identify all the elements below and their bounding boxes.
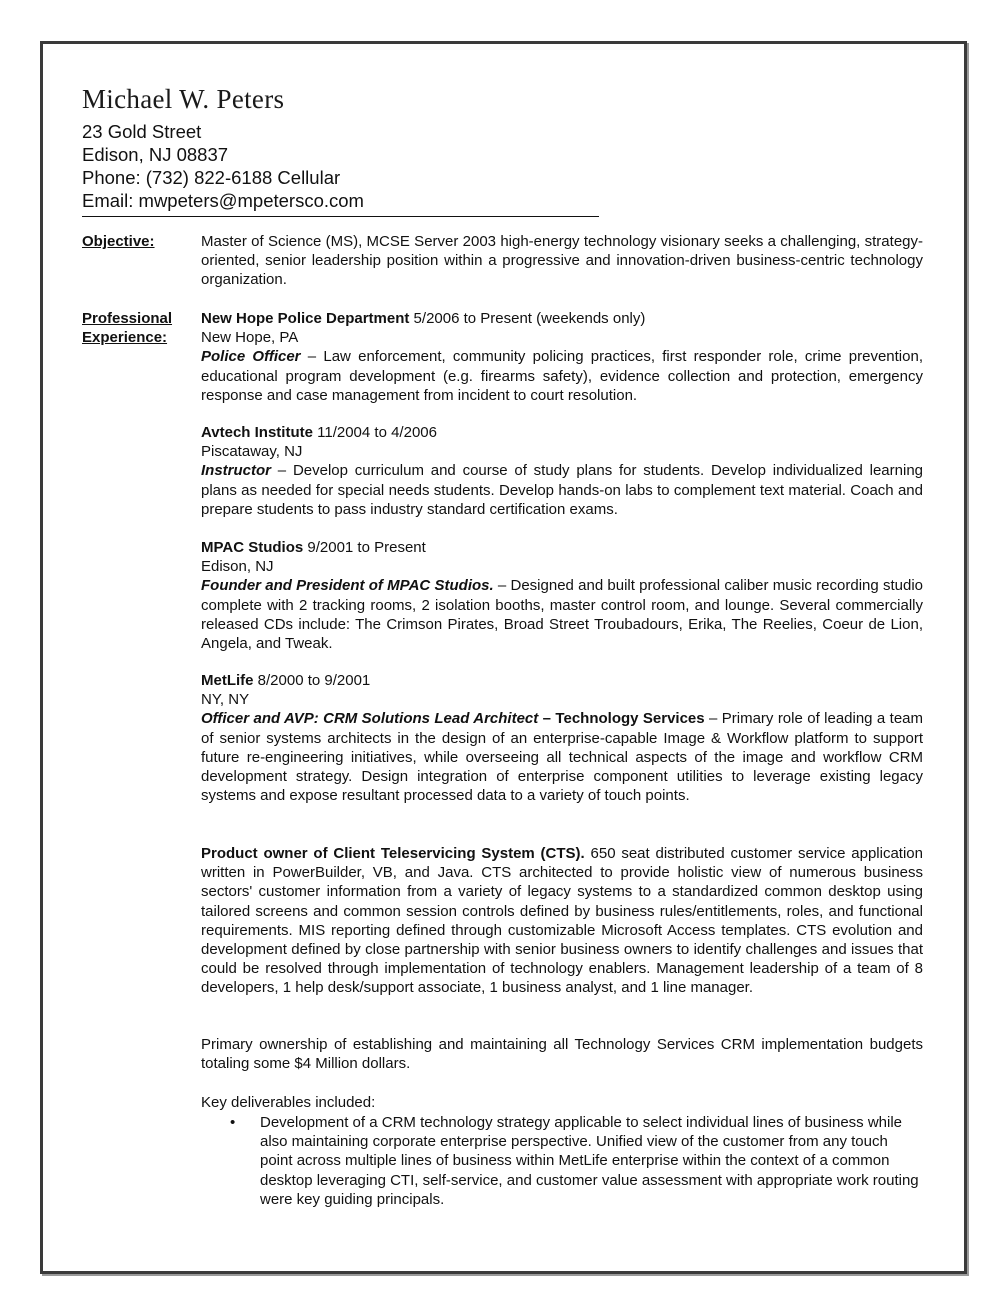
job-description: – Primary role of leading a team of senior systems architects in the design of an enterprise-capable Image & Workflow platform to support future re-engineering initiatives, while overseeing all technical aspects of the image and workflow CRM development strategy. Design integration of enterprise component utilities to leverage existing legacy systems and expose resultant processed data to a variety of touch points. xyxy=(201,710,924,805)
job-title-suffix: – Technology Services xyxy=(538,710,705,728)
job-entry xyxy=(201,671,923,805)
job-title: Instructor xyxy=(201,462,272,480)
job-description: – Law enforcement, community policing practices, first responder role, crime prevention, educational program development (e.g. firearms safety), evidence collection and protection, emergency response and case management from incident to court resolution. xyxy=(201,348,923,404)
address-line-2: Edison, NJ 08837 xyxy=(82,144,229,165)
phone: Phone: (732) 822-6188 Cellular xyxy=(82,167,341,188)
contact-block xyxy=(82,120,364,212)
job-location: Piscataway, NJ xyxy=(201,443,303,461)
address-line-1: 23 Gold Street xyxy=(82,121,202,142)
job-description: – Designed and built professional caliber music recording studio complete with 2 tracking rooms, 2 isolation booths, master control room, and lounge. Several commercially released CDs include: The Crimson Pirates, Broad Street Troubadours, Erika, The Reelies, Coeur de Lion, Angela, and Tweak. xyxy=(201,577,923,653)
deliverables-intro-text: Key deliverables included: xyxy=(201,1094,376,1111)
header-divider xyxy=(82,216,599,217)
company-name: Avtech Institute xyxy=(201,424,313,441)
ownership-paragraph xyxy=(201,1035,923,1073)
objective-paragraph: Master of Science (MS), MCSE Server 2003 high-energy technology visionary seeks a challenging, strategy-oriented, senior leadership position within a progressive and innovation-driven business-centric technology organization. xyxy=(201,233,923,289)
company-name: New Hope Police Department xyxy=(201,310,410,327)
cts-paragraph xyxy=(201,844,923,998)
job-title: Police Officer xyxy=(201,348,301,366)
experience-label-line2: Experience: xyxy=(82,329,168,346)
experience-label-line1: Professional xyxy=(82,310,173,327)
job-entry xyxy=(201,309,923,405)
list-item xyxy=(230,1113,923,1209)
job-entry xyxy=(201,538,923,653)
job-dates: 5/2006 to Present (weekends only) xyxy=(409,310,646,327)
bullet-icon: • xyxy=(230,1114,236,1131)
job-location: Edison, NJ xyxy=(201,558,274,576)
cts-lead: Product owner of Client Teleservicing System (CTS). xyxy=(201,845,585,862)
deliverables-intro xyxy=(201,1093,923,1112)
objective-label: Objective: xyxy=(82,233,155,250)
email: Email: mwpeters@mpetersco.com xyxy=(82,190,364,211)
job-dates: 8/2000 to 9/2001 xyxy=(253,672,371,689)
objective-text xyxy=(201,232,923,290)
company-name: MetLife xyxy=(201,672,254,689)
job-location: New Hope, PA xyxy=(201,329,299,347)
ownership-text: Primary ownership of establishing and maintaining all Technology Services CRM implementation budgets totaling some $4 Million dollars. xyxy=(201,1036,923,1073)
job-dates: 11/2004 to 4/2006 xyxy=(312,424,437,441)
page-border xyxy=(40,41,967,1274)
company-name: MPAC Studios xyxy=(201,539,304,556)
experience-label xyxy=(82,309,172,347)
job-description: – Develop curriculum and course of study plans for students. Develop individualized learning plans as needed for special needs students. Develop hands-on labs to complement text material. Coach and prepare students to pass industry standard certification exams. xyxy=(201,462,923,518)
job-dates: 9/2001 to Present xyxy=(303,539,426,556)
job-title: Officer and AVP: CRM Solutions Lead Architect xyxy=(201,710,539,728)
deliverable-text: Development of a CRM technology strategy applicable to select individual lines of business while also maintaining corporate enterprise perspective. Unified view of the customer from any touch point across multiple lines of business within MetLife enterprise within the context of a common desktop leveraging CTI, self-service, and customer value assessment with appropriate work routing were key guiding principals. xyxy=(260,1114,919,1208)
candidate-name: Michael W. Peters xyxy=(82,84,285,114)
cts-text: 650 seat distributed customer service application written in PowerBuilder, VB, and Java. CTS architected to provide holistic view of numerous business sectors' customer information from a variety of legacy systems to a standardized common desktop using tailored screens and common session controls defined by business rules/entitlements, roles, and functional requirements. MIS reporting defined through customizable Microsoft Access templates. CTS evolution and development defined by close partnership with senior business owners to identify challenges and issues that could be resolved through implementation of technology enablers. Management leadership of a team of 8 developers, 1 help desk/support associate, 1 business analyst, and 1 line manager. xyxy=(201,845,923,997)
job-location: NY, NY xyxy=(201,691,250,709)
job-title: Founder and President of MPAC Studios. xyxy=(201,577,494,595)
deliverables-list xyxy=(230,1113,923,1209)
job-entry xyxy=(201,423,923,519)
